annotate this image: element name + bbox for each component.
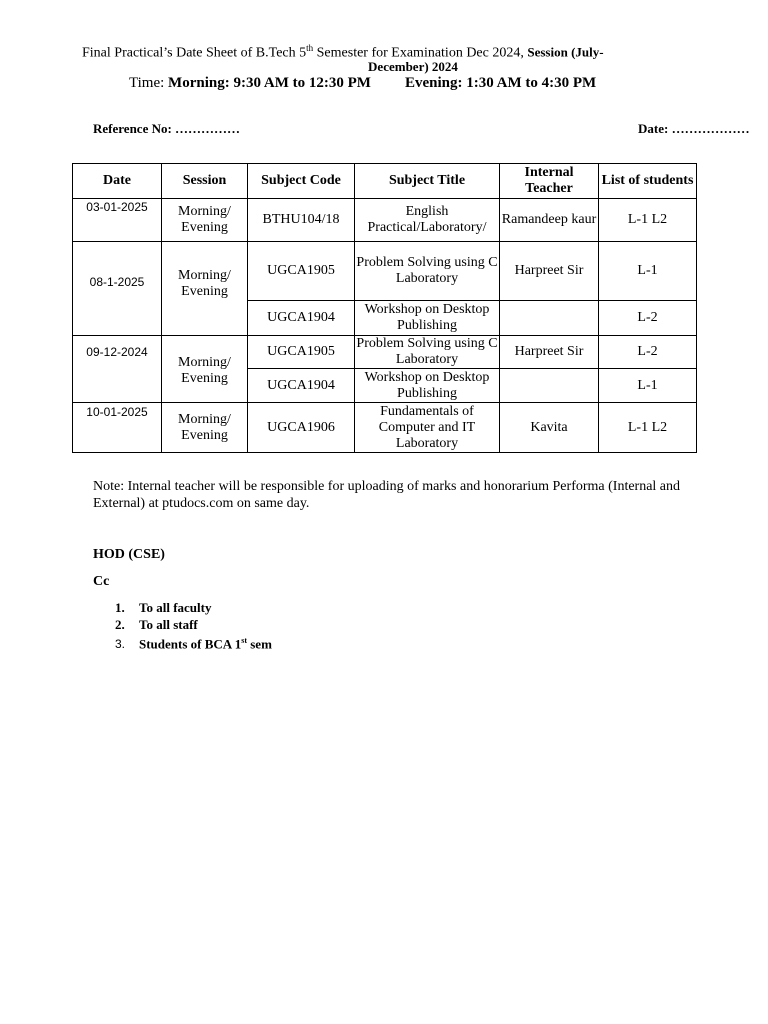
cell-subject-title: English Practical/Laboratory/ (355, 199, 500, 242)
list-item (93, 600, 272, 617)
title-suffix: Semester for Examination Dec 2024, (313, 45, 528, 61)
cell-students: L-1 (599, 242, 697, 301)
signatory: HOD (CSE) (93, 547, 165, 562)
evening-time: : 1:30 AM to 4:30 PM (457, 75, 597, 91)
cell-internal-teacher (500, 369, 599, 403)
cell-students: L-2 (599, 336, 697, 369)
table-row (73, 199, 697, 242)
cell-date: 08-1-2025 (73, 242, 162, 336)
cell-subject-code: UGCA1905 (248, 336, 355, 369)
cc-label: Cc (93, 574, 110, 589)
cell-students: L-2 (599, 301, 697, 336)
header-subject-code: Subject Code (248, 164, 355, 199)
cell-date: 03-01-2025 (73, 199, 162, 242)
cell-subject-title: Workshop on Desktop Publishing (355, 369, 500, 403)
cell-students: L-1 L2 (599, 403, 697, 453)
header-session: Session (162, 164, 248, 199)
cell-date: 09-12-2024 (73, 336, 162, 403)
cell-internal-teacher: Harpreet Sir (500, 242, 599, 301)
header-list-of-students: List of students (599, 164, 697, 199)
cell-subject-code: UGCA1904 (248, 301, 355, 336)
cell-subject-code: UGCA1904 (248, 369, 355, 403)
list-number: 3. (115, 637, 126, 652)
cell-subject-title: Workshop on Desktop Publishing (355, 301, 500, 336)
header-internal-teacher: Internal Teacher (500, 164, 599, 199)
list-text: Students of BCA 1 (139, 636, 242, 652)
cell-date: 10-01-2025 (73, 403, 162, 453)
list-text-suffix: sem (247, 636, 272, 652)
list-number: 1. (115, 600, 125, 615)
title-line-2: December) 2024 (368, 59, 458, 74)
date-field: Date: ……………… (638, 121, 750, 136)
cell-internal-teacher: Harpreet Sir (500, 336, 599, 369)
morning-time: : 9:30 AM to 12:30 PM (224, 75, 371, 91)
cell-session: Morning/ Evening (162, 336, 248, 403)
list-item (93, 633, 272, 650)
morning-label: Morning (168, 75, 225, 91)
cell-subject-title: Problem Solving using C Laboratory (355, 242, 500, 301)
cell-session: Morning/ Evening (162, 199, 248, 242)
list-sup: st (241, 636, 247, 645)
table-row (73, 336, 697, 369)
cell-internal-teacher: Kavita (500, 403, 599, 453)
list-text: To all staff (139, 616, 198, 632)
cell-students: L-1 (599, 369, 697, 403)
table-header-row (73, 164, 697, 199)
reference-number: Reference No: …………… (93, 121, 241, 136)
time-line (129, 75, 596, 92)
cell-session: Morning/ Evening (162, 403, 248, 453)
evening-label: Evening (404, 75, 458, 91)
cell-subject-title: Fundamentals of Computer and IT Laboratory (355, 403, 500, 453)
cell-internal-teacher (500, 301, 599, 336)
title-prefix: Final Practical’s Date Sheet of B.Tech 5 (82, 45, 307, 61)
cell-session: Morning/ Evening (162, 242, 248, 336)
cell-subject-code: UGCA1905 (248, 242, 355, 301)
cell-subject-title: Problem Solving using C Laboratory (356, 336, 498, 367)
note-text: Note: Internal teacher will be responsible for uploading of marks and honorarium Performa (Internal and External) at ptudocs.com on same day. (93, 479, 681, 511)
date-sheet-table (72, 163, 697, 453)
cell-internal-teacher: Ramandeep kaur (500, 199, 599, 242)
cell-students: L-1 L2 (599, 199, 697, 242)
cell-subject-code: UGCA1906 (248, 403, 355, 453)
table-row (73, 242, 697, 301)
title-sup: th (306, 43, 314, 53)
header-date: Date (73, 164, 162, 199)
cc-list (93, 600, 272, 650)
time-label: Time: (129, 75, 169, 91)
title-session: Session (July- (527, 44, 604, 60)
cell-subject-code: BTHU104/18 (248, 199, 355, 242)
header-subject-title: Subject Title (355, 164, 500, 199)
list-number: 2. (115, 616, 125, 632)
table-row (73, 403, 697, 453)
list-item (93, 617, 272, 634)
list-text: To all faculty (139, 600, 212, 615)
